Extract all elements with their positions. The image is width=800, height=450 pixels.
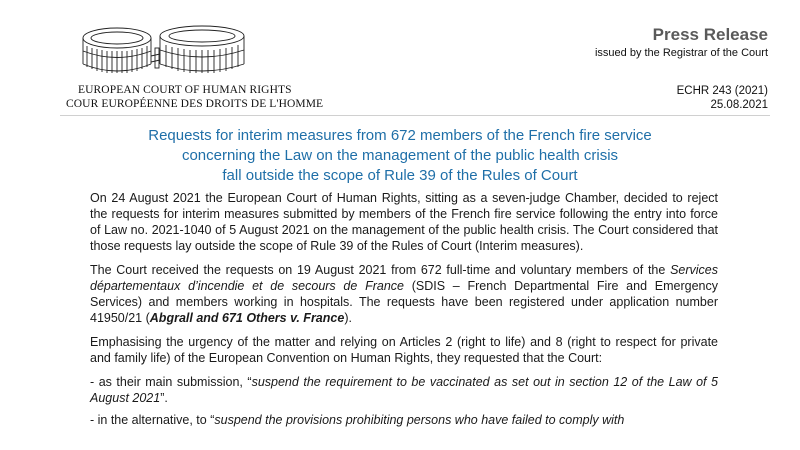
press-release-title (60, 126, 740, 186)
paragraph-2-text-b: (SDIS – French Departmental Fire and Emergency Services) and members working in hospitals. The requests have been registered under application number 41950/21 ( (90, 279, 718, 325)
main-submission-end: ”. (160, 391, 168, 405)
paragraph-2 (90, 262, 718, 326)
release-date: 25.08.2021 (710, 99, 768, 111)
press-release-body (90, 190, 718, 434)
court-building-logo (72, 20, 272, 84)
paragraph-1: On 24 August 2021 the European Court of Human Rights, sitting as a seven-judge Chamber, decided to reject the requests for interim measures submitted by members of the French fire service following the entry into force of Law no. 2021-1040 of 5 August 2021 on the management of the public health crisis. The Court considered that those requests lay outside the scope of Rule 39 of the Rules of Court (Interim measures). (90, 191, 718, 253)
alternative-submission-lead: - in the alternative, to “ (90, 413, 215, 427)
title-line-2: concerning the Law on the management of the public health crisis (181, 147, 619, 164)
reference-number: ECHR 243 (2021) (676, 85, 768, 97)
reference-block (677, 84, 768, 112)
paragraph-2-text-a: The Court received the requests on 19 August 2021 from 672 full-time and voluntary members of the (90, 263, 671, 277)
title-line-1: Requests for interim measures from 672 members of the French fire service (148, 127, 652, 144)
title-line-3: fall outside the scope of Rule 39 of the Rules of Court (222, 167, 578, 184)
paragraph-3: Emphasising the urgency of the matter and relying on Articles 2 (right to life) and 8 (right to respect for private and family life) of the European Convention on Human Rights, they requested that the Court: (90, 335, 718, 365)
alternative-submission-quote: suspend the provisions prohibiting persons who have failed to comply with (214, 413, 625, 427)
court-name-english: EUROPEAN COURT OF HUMAN RIGHTS (78, 84, 292, 96)
sdis-name: Services départementaux d’incendie et de secours de France (90, 263, 718, 293)
main-submission-quote: suspend the requirement to be vaccinated as set out in section 12 of the Law of 5 August 2021 (90, 375, 718, 405)
header-divider (60, 115, 770, 116)
main-submission (90, 374, 718, 406)
paragraph-2-text-c: ). (344, 311, 352, 325)
alternative-submission (90, 412, 718, 428)
press-release-heading: Press Release (652, 25, 768, 44)
case-name: Abgrall and 671 Others v. France (149, 311, 345, 325)
issued-by-text: issued by the Registrar of the Court (594, 47, 768, 59)
court-name-french: COUR EUROPÉENNE DES DROITS DE L'HOMME (66, 98, 324, 110)
main-submission-lead: - as their main submission, “ (90, 375, 252, 389)
